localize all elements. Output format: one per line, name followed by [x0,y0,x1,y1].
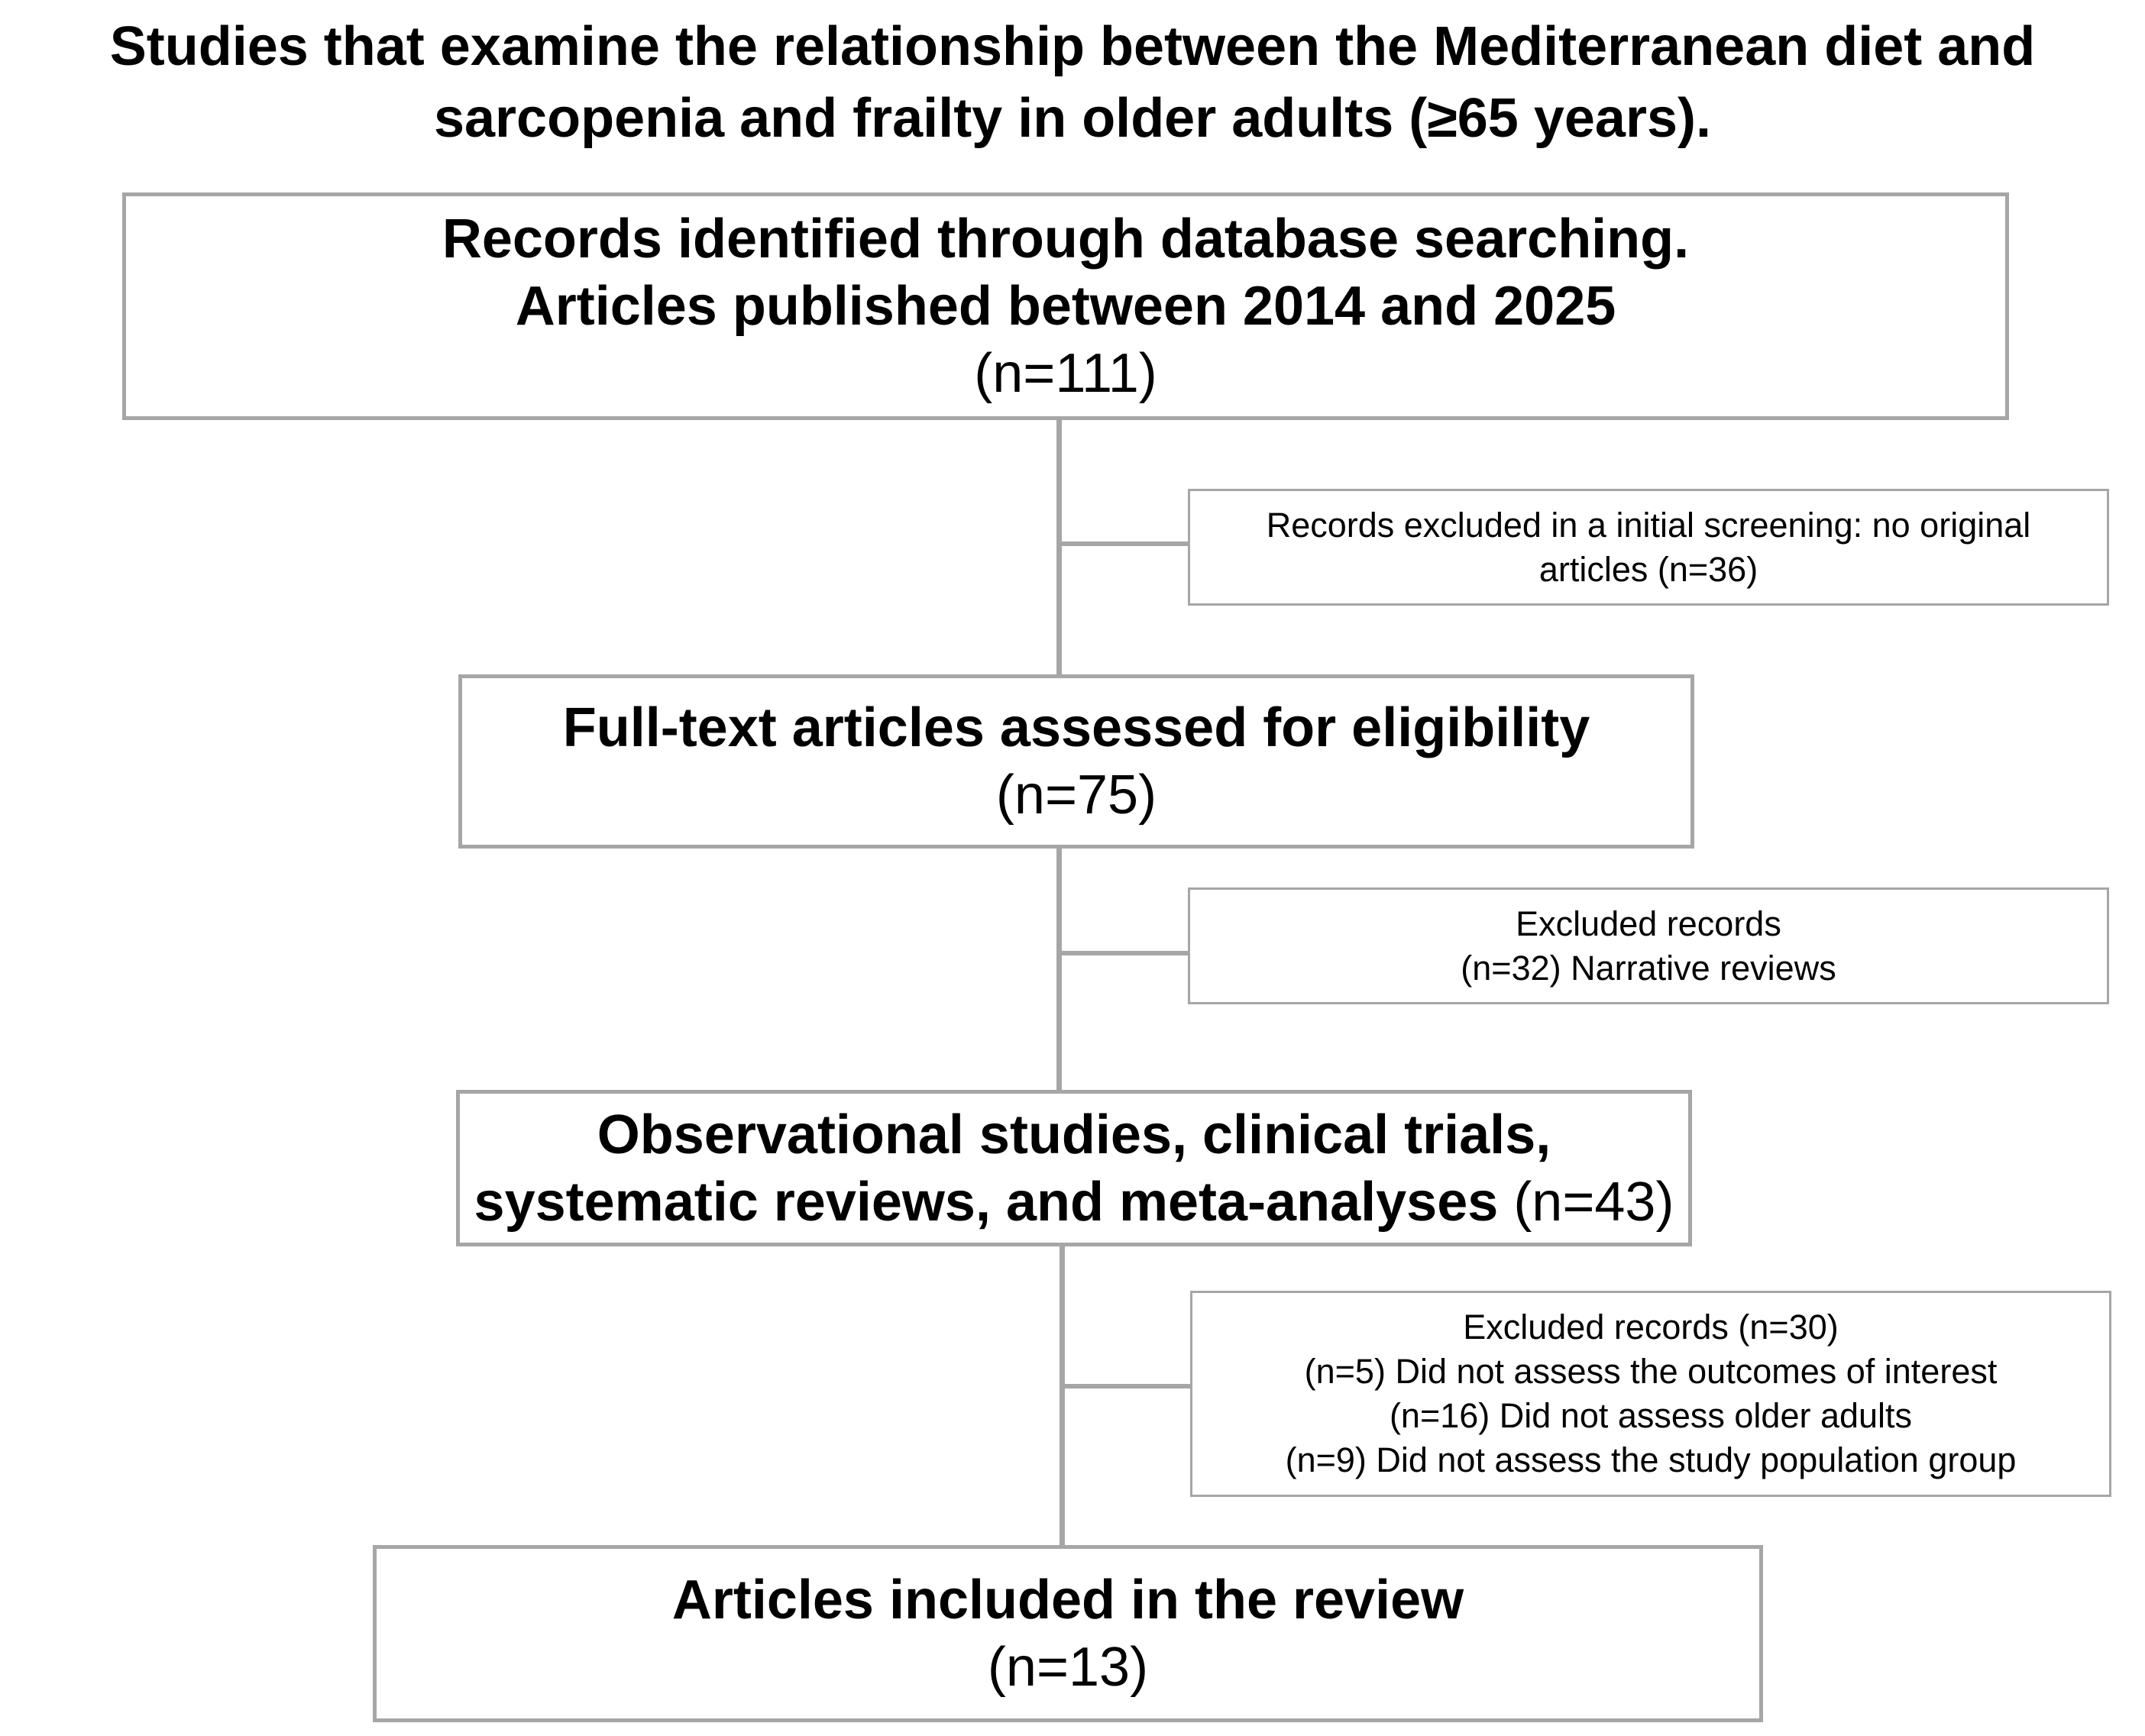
branch-connector-narrative [1059,951,1189,955]
excluded-final-line-1: Excluded records (n=30) [1463,1308,1839,1346]
main-flow-connector-3 [1060,1245,1065,1549]
main-flow-connector-2 [1056,848,1062,1092]
fulltext-assessed-count: (n=75) [995,765,1157,826]
title-line-2: sarcopenia and frailty in older adults (≥65 years). [433,88,1712,149]
excluded-narrative-box [1188,887,2109,1004]
excluded-screening-line-2: articles (n=36) [1538,549,1758,589]
branch-connector-screening [1059,541,1189,546]
fulltext-assessed-box [458,674,1694,849]
eligible-studies-box [456,1090,1692,1246]
fulltext-assessed-label: Full-text articles assessed for eligibility [562,697,1590,758]
eligible-studies-line-2: systematic reviews, and meta-analyses [474,1171,1499,1233]
excluded-final-line-2: (n=5) Did not assess the outcomes of interest [1304,1352,1998,1391]
records-identified-box [122,192,2009,420]
excluded-narrative-line-1: Excluded records [1516,904,1781,943]
records-identified-count: (n=111) [974,343,1157,404]
branch-connector-final [1062,1384,1192,1388]
main-flow-connector-1 [1056,419,1062,678]
articles-included-count: (n=13) [987,1637,1149,1698]
excluded-final-line-4: (n=9) Did not assess the study population group [1285,1440,2017,1479]
excluded-final-line-3: (n=16) Did not assess older adults [1389,1396,1913,1435]
diagram-title [0,11,2145,154]
articles-included-box [373,1545,1763,1722]
excluded-final-box [1190,1291,2111,1497]
eligible-studies-line-1: Observational studies, clinical trials, [597,1104,1551,1165]
excluded-narrative-line-2: (n=32) Narrative reviews [1461,948,1836,988]
articles-included-label: Articles included in the review [671,1570,1464,1631]
excluded-screening-line-1: Records excluded in a initial screening: no original [1266,505,2031,545]
excluded-screening-box [1188,489,2109,606]
title-line-1: Studies that examine the relationship between the Mediterranean diet and [109,16,2036,77]
eligible-studies-count: (n=43) [1513,1171,1674,1233]
records-identified-line-2: Articles published between 2014 and 2025 [515,276,1616,337]
records-identified-line-1: Records identified through database searching. [442,209,1690,270]
